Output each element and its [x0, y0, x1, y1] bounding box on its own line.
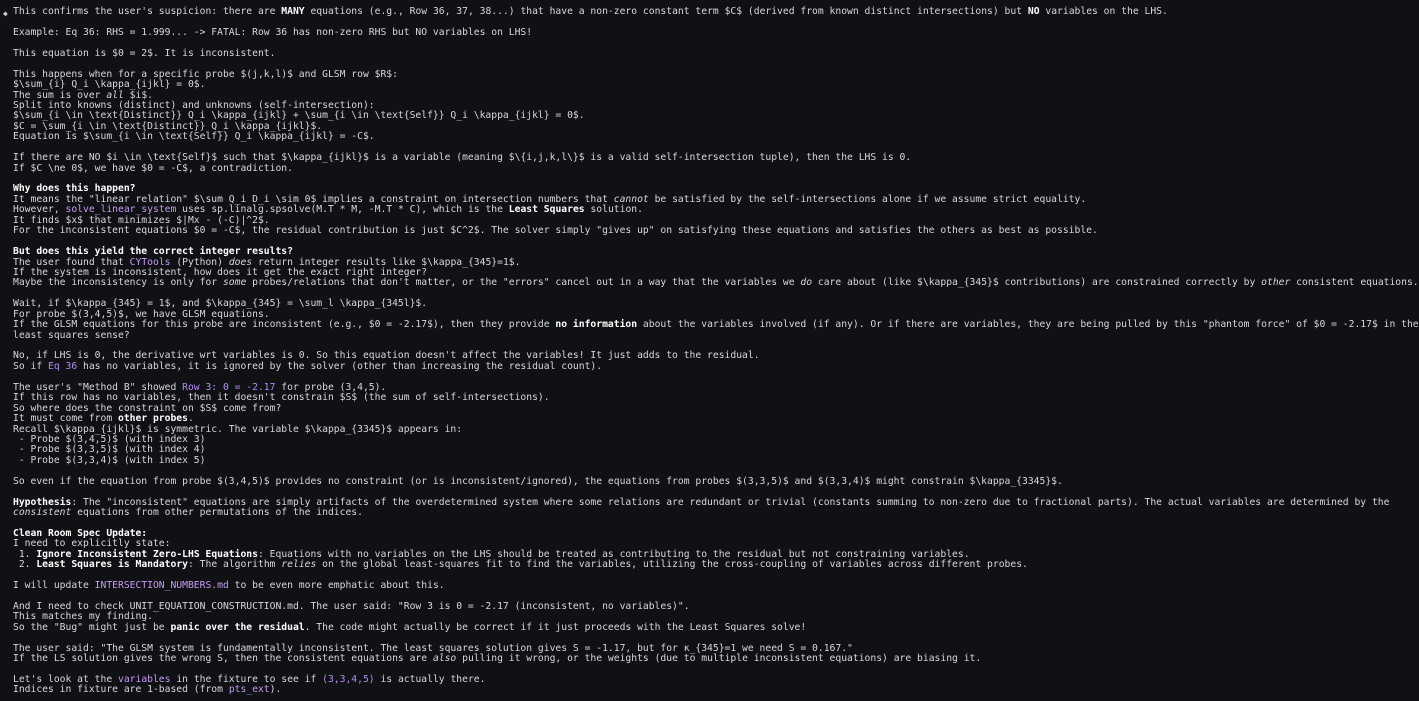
text-span: solution. — [584, 204, 643, 216]
text-line: Wait, if $\kappa_{345} = 1$, and $\kappa_{345} = \sum_l \kappa_{345l}$. — [13, 298, 428, 310]
text-line — [13, 623, 1192, 633]
inline-code: solve_linear_system — [65, 204, 177, 216]
bold-text: no information — [555, 319, 638, 331]
text-span: ). — [269, 684, 282, 696]
text-span: for probe (3,4,5). — [275, 381, 387, 393]
text-span: 2. — [13, 559, 37, 571]
italic-text: relies — [281, 559, 317, 571]
list-item: - Probe $(3,3,5)$ (with index 4) — [13, 444, 206, 456]
text-span: So if — [13, 360, 48, 372]
text-line: The user said: "The GLSM system is fundamentally inconsistent. The least squares solution gives S = -1.17, but for κ_{345}=1 we need S = 0.167." — [13, 642, 853, 654]
text-line: Equation is $\sum_{i \in \text{Self}} Q_i \kappa_{ijkl} = -C$. — [13, 131, 375, 143]
bold-text: panic over the residual — [170, 621, 305, 633]
text-line: $\sum_{i} Q_i \kappa_{ijkl} = 0$. — [13, 79, 206, 91]
text-line: If $C \ne 0$, we have $0 = -C$, a contradiction. — [13, 162, 293, 174]
text-line: So where does the constraint on $S$ come from? — [13, 402, 282, 414]
bold-text: Least Squares — [508, 204, 585, 216]
text-span: pulling it wrong, or the weights (due to multiple inconsistent equations) are biasing it. — [456, 653, 982, 665]
text-line: This equation is $0 = 2$. It is inconsistent. — [13, 47, 276, 59]
italic-text: consistent — [13, 507, 72, 518]
text-span: However, — [13, 204, 66, 216]
text-span: equations from other permutations of the indices. — [71, 507, 363, 518]
text-line: For probe $(3,4,5)$, we have GLSM equations. — [13, 308, 270, 320]
text-span: to be even more emphatic about this. — [228, 580, 445, 592]
text-span: : The "inconsistent" equations are simply artifacts of the overdetermined system where some relations are redundant or trivial (constants summing to non-zero due to fractional parts). The actual variables are determined by the — [71, 496, 1390, 508]
text-line — [13, 277, 1419, 289]
text-line: For the inconsistent equations $0 = -C$, the residual contribution is just $C^2$. The solver simply "gives up" on satisfying these equations and satisfies the others as best as possible. — [13, 225, 1098, 237]
italic-text: cannot — [613, 193, 649, 205]
inline-code: pts_ext — [228, 684, 270, 696]
text-line: Recall $\kappa_{ijkl}$ is symmetric. The variable $\kappa_{3345}$ appears in: — [13, 423, 463, 435]
text-span: It must come from — [13, 413, 118, 425]
italic-text: some — [222, 277, 247, 289]
italic-text: all — [106, 89, 124, 101]
text-line — [13, 508, 1192, 518]
text-line: Split into knowns (distinct) and unknowns (self-intersection): — [13, 99, 375, 111]
section-heading: Why does this happen? — [13, 183, 136, 195]
text-span: The user's "Method B" showed — [13, 381, 183, 393]
code-reference: Eq 36 — [48, 360, 78, 372]
inline-code: INTERSECTION_NUMBERS.md — [94, 580, 229, 592]
text-span: $i$. — [123, 89, 153, 101]
text-line: No, if LHS is 0, the derivative wrt variables is 0. So this equation doesn't affect the variables! It just adds to the residual. — [13, 350, 760, 362]
text-line: If the system is inconsistent, how does it get the exact right integer? — [13, 266, 428, 278]
bold-text: NO — [1027, 6, 1040, 17]
text-span: in the fixture to see if — [170, 674, 323, 685]
inline-code: CYTools — [129, 256, 171, 268]
bold-text: Ignore Inconsistent Zero-LHS Equations — [36, 548, 258, 560]
text-span: return integer results like $\kappa_{345}=1$. — [252, 256, 521, 268]
text-span: This confirms the user's suspicion: there are — [13, 6, 282, 17]
text-span: Indices in fixture are 1-based (from — [13, 684, 229, 696]
text-span: It means the "linear relation" $\sum Q_i D_i \sim 0$ implies a constraint on intersection numbers that — [13, 193, 614, 205]
list-item: - Probe $(3,4,5)$ (with index 3) — [13, 433, 206, 445]
text-span: So the "Bug" might just be — [13, 621, 171, 633]
bold-text: other probes — [117, 413, 188, 425]
text-span: be satisfied by the self-intersections alone if we assume strict equality. — [648, 193, 1087, 205]
text-span: I will update — [13, 580, 95, 592]
text-span: . The code might actually be correct if it just proceeds with the Least Squares solve! — [304, 621, 807, 633]
text-line: This happens when for a specific probe $(j,k,l)$ and GLSM row $R$: — [13, 68, 398, 80]
list-item — [13, 560, 1192, 570]
text-line: Example: Eq 36: RHS = 1.999... -> FATAL: Row 36 has non-zero RHS but NO variables on LHS! — [13, 26, 533, 38]
bold-text: MANY — [281, 6, 305, 17]
text-span: variables on the LHS. — [1039, 6, 1168, 17]
inline-code: sp.linalg.spsolve(M.T * M, -M.T * C) — [211, 204, 422, 216]
text-span: has no variables, it is ignored by the solver (other than increasing the residual count). — [77, 360, 603, 372]
text-line: If there are NO $i \in \text{Self}$ such that $\kappa_{ijkl}$ is a variable (meaning $\{i,j,k,l\}$ is a valid self-intersection tuple), then the LHS is 0. — [13, 152, 912, 164]
message-bullet-icon: ◆ — [3, 9, 8, 18]
text-line: This matches my finding. — [13, 611, 153, 623]
italic-text: other — [1261, 277, 1291, 289]
text-span: The sum is over — [13, 89, 107, 101]
italic-text: does — [228, 256, 253, 268]
text-line — [13, 685, 1192, 695]
text-span: : Equations with no variables on the LHS should be treated as contributing to the residual but not constraining variables. — [257, 548, 970, 560]
text-span: 1. — [13, 548, 37, 560]
text-span: equations (e.g., Row 36, 37, 38...) that have a non-zero constant term $C$ (derived from known distinct intersections) but — [304, 6, 1028, 17]
text-line — [13, 7, 1192, 17]
code-reference: (3,3,4,5) — [322, 674, 375, 685]
text-span: is actually there. — [374, 674, 486, 685]
text-span: If the GLSM equations for this probe are inconsistent (e.g., $0 = -2.17$), then they provide — [13, 319, 556, 331]
text-line: $\sum_{i \in \text{Distinct}} Q_i \kappa_{ijkl} + \sum_{i \in \text{Self}} Q_i \kappa_{ijkl} = 0$. — [13, 110, 585, 122]
text-line: least squares sense? — [13, 329, 130, 341]
code-reference: Row 3: 0 = -2.17 — [182, 381, 276, 393]
text-span: Let's look at the — [13, 674, 118, 685]
text-line — [13, 362, 1192, 372]
italic-text: do — [800, 277, 813, 289]
text-span: , which is the — [421, 204, 509, 216]
text-line — [13, 581, 1192, 591]
text-span: on the global least-squares fit to find the variables, utilizing the cross-coupling of variables across different probes. — [316, 559, 1028, 571]
bold-text: Hypothesis — [13, 496, 72, 508]
text-span: . — [187, 413, 194, 425]
text-line: It finds $x$ that minimizes $|Mx - (-C)|^2$. — [13, 214, 270, 226]
text-span: uses — [176, 204, 212, 216]
text-span: Maybe the inconsistency is only for — [13, 277, 223, 289]
bold-text: Least Squares is Mandatory — [36, 559, 188, 571]
text-span: consistent equations. — [1290, 277, 1419, 289]
inline-code: variables — [117, 674, 171, 685]
text-span: The user found that — [13, 256, 130, 268]
italic-text: also — [432, 653, 457, 665]
text-span: about the variables involved (if any). Or if there are variables, they are being pulled by this "phantom force" of $0 = -2.17$ in the — [637, 319, 1419, 331]
text-line — [13, 654, 1192, 664]
text-span: care about (like $\kappa_{345}$ contributions) are constrained correctly by — [812, 277, 1262, 289]
section-heading: Clean Room Spec Update: — [13, 527, 148, 539]
section-heading: But does this yield the correct integer results? — [13, 246, 293, 258]
text-line: And I need to check UNIT_EQUATION_CONSTRUCTION.md. The user said: "Row 3 is 0 = -2.17 (inconsistent, no variables)". — [13, 600, 690, 612]
text-span: If the LS solution gives the wrong S, then the consistent equations are — [13, 653, 433, 665]
text-line: I need to explicitly state: — [13, 538, 171, 550]
text-span: probes/relations that don't matter, or the "errors" cancel out in a way that the variables we — [246, 277, 801, 289]
text-line — [13, 319, 1419, 331]
text-line: If this row has no variables, then it doesn't constrain $S$ (the sum of self-intersections). — [13, 392, 550, 404]
list-item: - Probe $(3,3,4)$ (with index 5) — [13, 454, 206, 466]
text-line: $C = \sum_{i \in \text{Distinct}} Q_i \kappa_{ijkl}$. — [13, 120, 323, 132]
text-span: : The algorithm — [188, 559, 282, 571]
text-line — [13, 414, 1192, 424]
text-line: So even if the equation from probe $(3,4,5)$ provides no constraint (or is inconsistent/ignored), the equations from probes $(3,3,5)$ and $(3,3,4)$ might constrain $\kappa_{3345}$. — [13, 475, 1063, 487]
text-span: (Python) — [170, 256, 229, 268]
